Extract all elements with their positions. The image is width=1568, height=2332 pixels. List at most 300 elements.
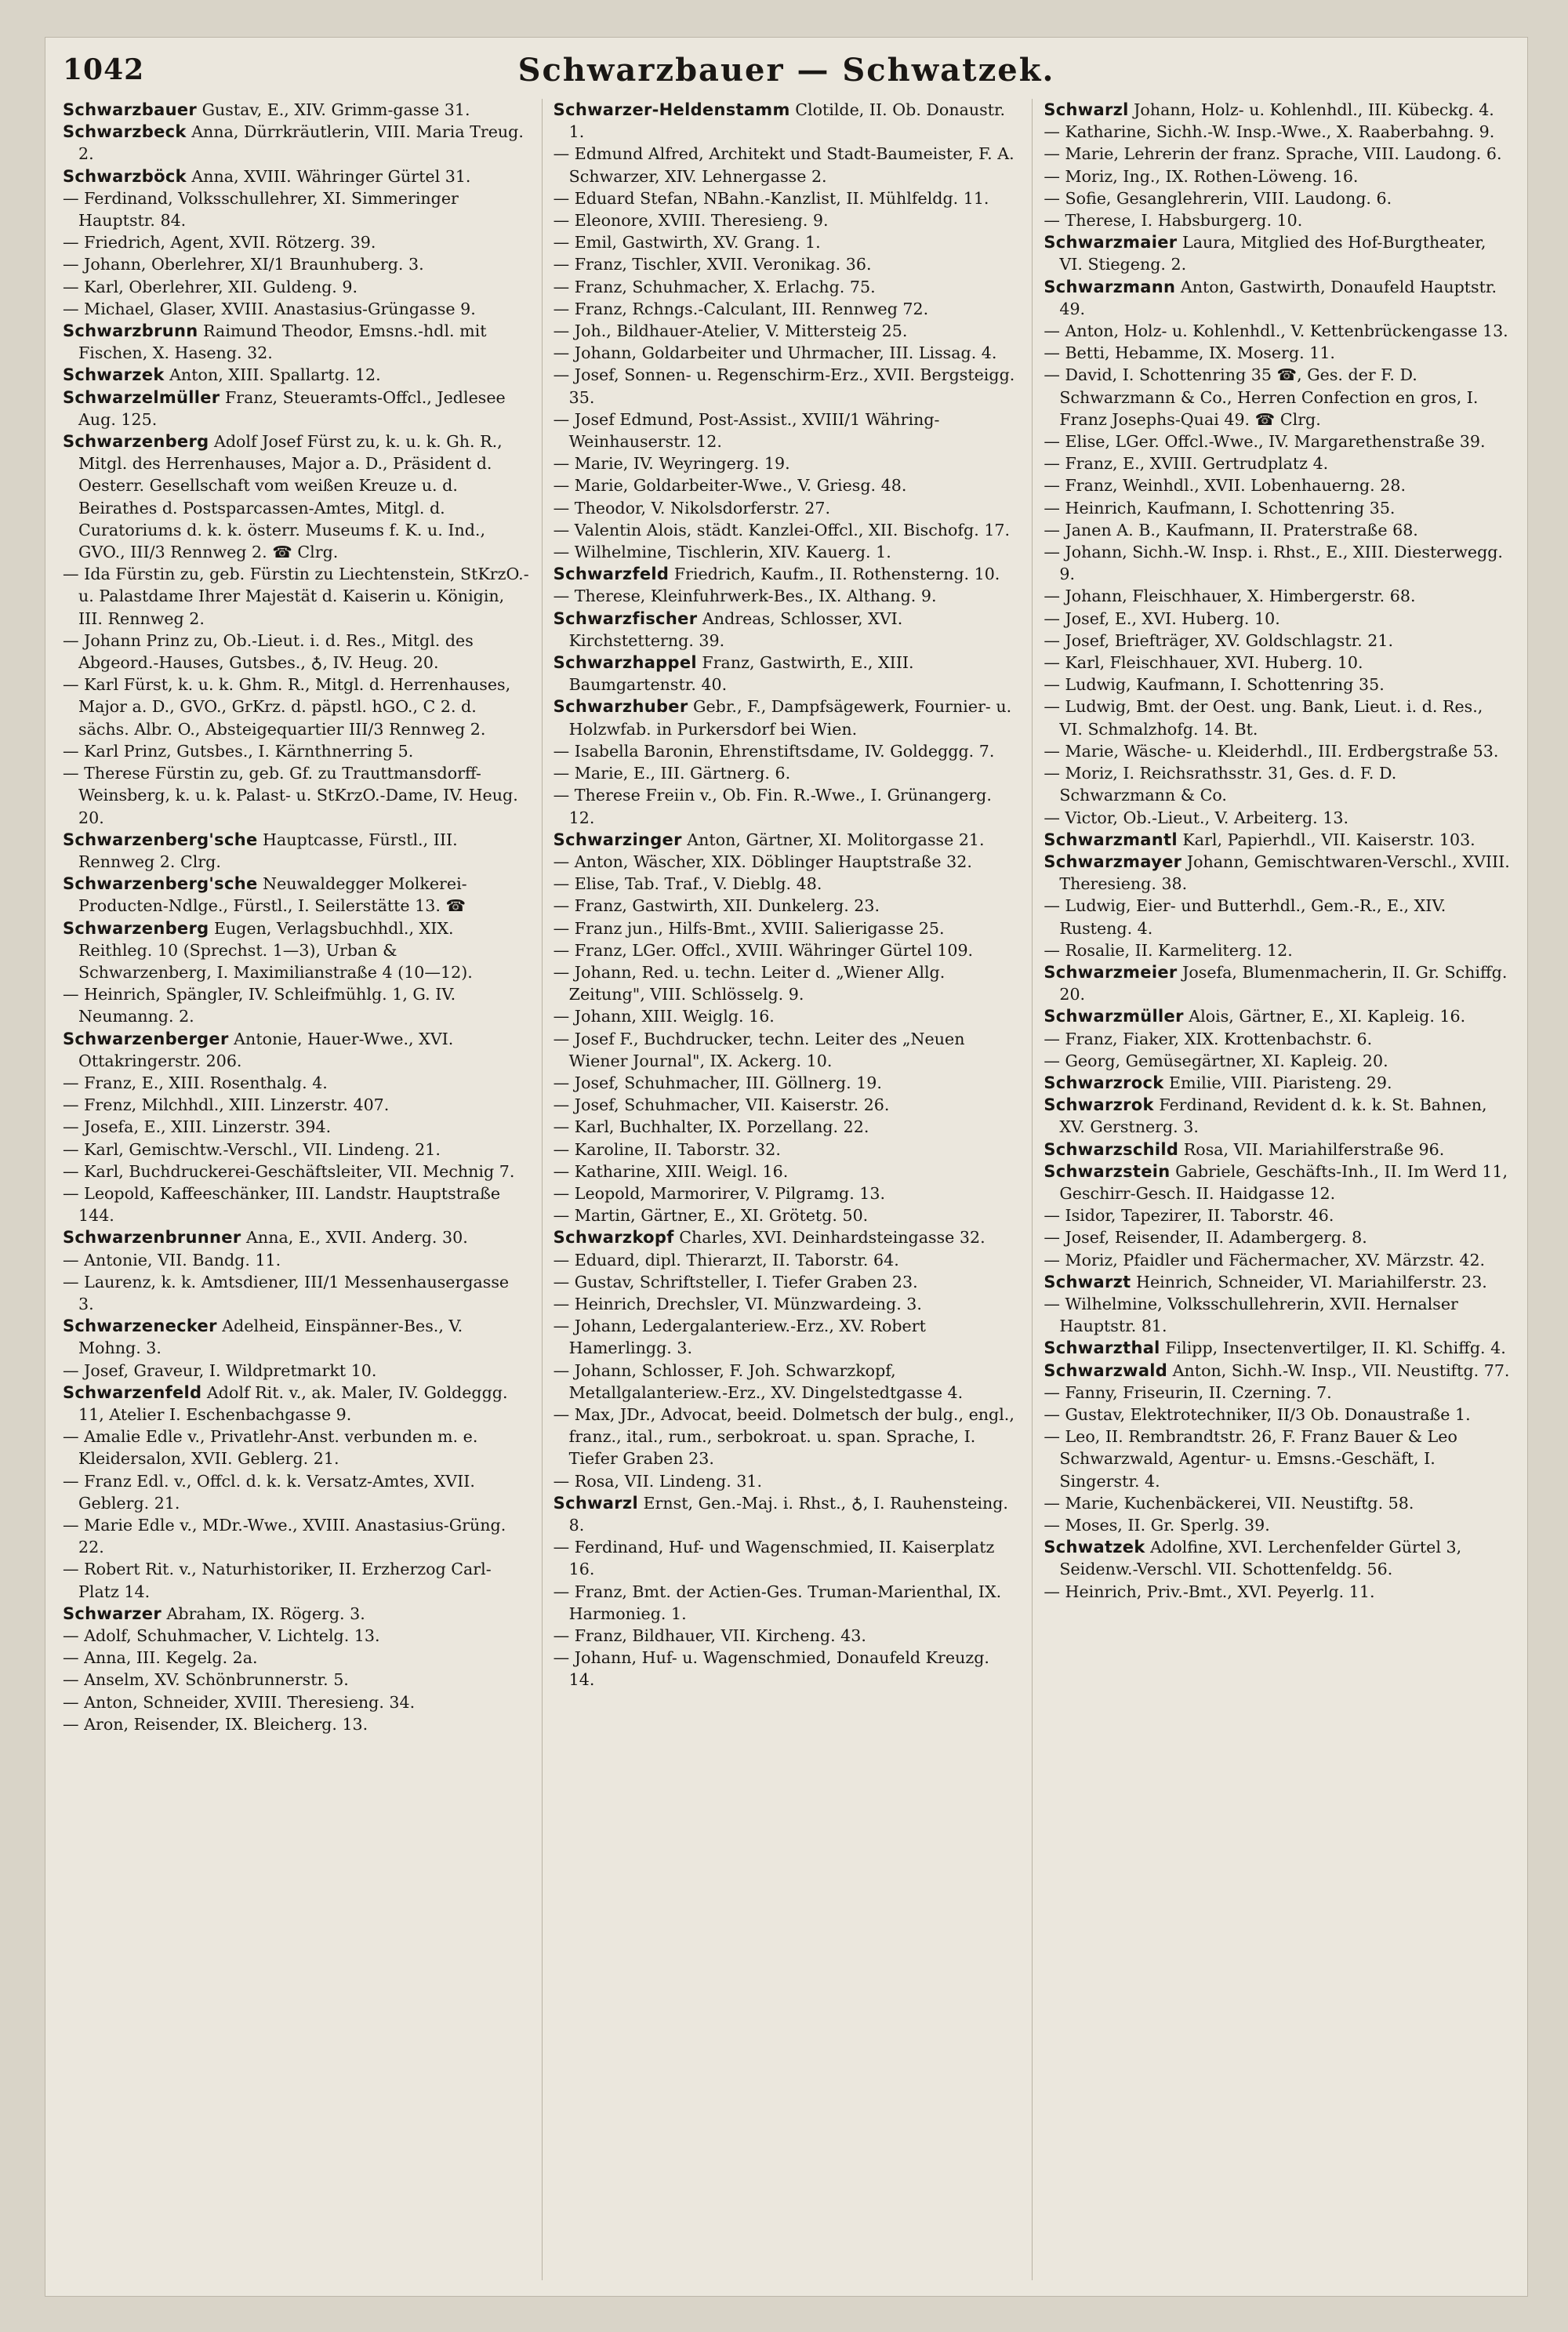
directory-entry — [554, 541, 1020, 563]
directory-entry — [63, 1647, 529, 1669]
directory-entry — [1044, 895, 1510, 939]
entry-text: — Moriz, Pfaidler und Fächermacher, XV. Märzstr. 42. — [1044, 1250, 1486, 1270]
entry-surname: Schwarzwald — [1044, 1360, 1168, 1380]
entry-surname: Schwarzmeier — [1044, 962, 1178, 982]
directory-entry — [1044, 1072, 1510, 1094]
directory-entry — [554, 873, 1020, 895]
entry-text: Anna, E., XVII. Anderg. 30. — [241, 1228, 468, 1248]
entry-text: — Therese Fürstin zu, geb. Gf. zu Trauttmansdorff-Weinsberg, k. u. k. Palast- u. StKrzO.-Dame, IV. Heug. 20. — [63, 764, 518, 827]
directory-entry — [1044, 519, 1510, 541]
entry-surname: Schwarzmayer — [1044, 852, 1182, 871]
directory-entry — [554, 497, 1020, 519]
entry-text: — Josef Edmund, Post-Assist., XVIII/1 Währing-Weinhauserstr. 12. — [553, 409, 940, 452]
directory-entry — [554, 652, 1020, 696]
page-number: 1042 — [63, 53, 145, 86]
entry-text: Anna, XVIII. Währinger Gürtel 31. — [186, 166, 471, 186]
entry-text: Emilie, VIII. Piaristeng. 29. — [1163, 1073, 1392, 1092]
entry-text: — Marie, IV. Weyringerg. 19. — [553, 454, 790, 474]
directory-entry — [63, 99, 529, 121]
entry-text: — Therese Freiin v., Ob. Fin. R.-Wwe., I. Grünangerg. 12. — [553, 786, 992, 827]
directory-entry — [554, 1116, 1020, 1138]
directory-entry — [63, 298, 529, 320]
entry-text: — Valentin Alois, städt. Kanzlei-Offcl., XII. Bischofg. 17. — [553, 520, 1011, 539]
entry-surname: Schwarzfischer — [553, 608, 698, 628]
entry-text: — Marie, Lehrerin der franz. Sprache, VIII. Laudong. 6. — [1044, 144, 1502, 164]
entry-text: — Moriz, I. Reichsrathsstr. 31, Ges. d. F. D. Schwarzmann & Co. — [1044, 764, 1397, 805]
entry-surname: Schwarzer-Heldenstamm — [553, 100, 790, 119]
entry-text: — Franz, Gastwirth, XII. Dunkelerg. 23. — [553, 896, 880, 916]
directory-entry — [554, 519, 1020, 541]
directory-entry — [1044, 1204, 1510, 1226]
directory-entry — [1044, 1360, 1510, 1382]
entry-text: Adelheid, Einspänner-Bes., V. Mohng. 3. — [78, 1317, 463, 1358]
entry-surname: Schwarzl — [1044, 100, 1129, 119]
directory-entry — [63, 1625, 529, 1647]
entry-text: — Franz, E., XIII. Rosenthalg. 4. — [63, 1073, 328, 1092]
directory-entry — [63, 917, 529, 984]
entry-text: — Johann, Red. u. techn. Leiter d. „Wiener Allg. Zeitung", VIII. Schlösselg. 9. — [553, 962, 946, 1004]
entry-text: — Franz, E., XVIII. Gertrudplatz 4. — [1044, 454, 1329, 474]
directory-entry — [63, 430, 529, 563]
entry-text: — Josefa, E., XIII. Linzerstr. 394. — [63, 1117, 332, 1137]
entry-text: — Johann, Huf- u. Wagenschmied, Donaufeld Kreuzg. 14. — [553, 1648, 989, 1690]
entry-surname: Schwarzenberg — [63, 432, 209, 452]
entry-text: — Eduard, dipl. Thierarzt, II. Taborstr. 64. — [553, 1250, 899, 1270]
column-middle — [542, 99, 1020, 2280]
directory-entry — [554, 762, 1020, 784]
entry-text: — Wilhelmine, Tischlerin, XIV. Kauerg. 1. — [553, 543, 891, 562]
directory-entry — [1044, 696, 1510, 739]
directory-entry — [1044, 1492, 1510, 1514]
entry-text: — Johann, Fleischhauer, X. Himbergerstr. 68. — [1044, 587, 1416, 606]
entry-text: Anton, XIII. Spallartg. 12. — [164, 365, 381, 385]
entry-surname: Schwarzenberg'sche — [63, 830, 258, 849]
entry-text: — Michael, Glaser, XVIII. Anastasius-Grüngasse 9. — [63, 299, 476, 318]
entry-text: — Anselm, XV. Schönbrunnerstr. 5. — [63, 1670, 349, 1690]
entry-surname: Schwarzfeld — [553, 565, 670, 584]
directory-entry — [1044, 99, 1510, 121]
directory-entry — [554, 1625, 1020, 1647]
entry-surname: Schwarzrok — [1044, 1095, 1154, 1115]
directory-entry — [63, 1382, 529, 1426]
entry-text: — Adolf, Schuhmacher, V. Lichtelg. 13. — [63, 1626, 380, 1646]
entry-text: — Antonie, VII. Bandg. 11. — [63, 1250, 281, 1270]
entry-text: Clotilde, II. Ob. Donaustr. 1. — [568, 100, 1006, 142]
directory-entry — [63, 121, 529, 165]
entry-text: Alois, Gärtner, E., XI. Kapleig. 16. — [1183, 1007, 1466, 1026]
directory-entry — [554, 320, 1020, 342]
entry-text: — Marie, Kuchenbäckerei, VII. Neustiftg. 58. — [1044, 1493, 1414, 1513]
entry-text: Hauptcasse, Fürstl., III. Rennweg 2. Clrg. — [78, 830, 458, 871]
entry-text: — Franz, Tischler, XVII. Veronikag. 36. — [553, 255, 872, 274]
entry-text: — Eleonore, XVIII. Theresieng. 9. — [553, 211, 829, 231]
directory-entry — [63, 563, 529, 630]
entry-text: — Aron, Reisender, IX. Bleicherg. 13. — [63, 1714, 368, 1734]
entry-text: — Karl, Oberlehrer, XII. Guldeng. 9. — [63, 277, 358, 296]
entry-text: — Friedrich, Agent, XVII. Rötzerg. 39. — [63, 233, 376, 252]
directory-entry — [63, 1360, 529, 1382]
entry-surname: Schwarzenberg'sche — [63, 874, 258, 894]
directory-entry — [63, 1315, 529, 1359]
entry-text: — Anton, Holz- u. Kohlenhdl., V. Kettenbrückengasse 13. — [1044, 321, 1508, 341]
directory-entry — [1044, 674, 1510, 696]
directory-entry — [1044, 430, 1510, 452]
directory-entry — [554, 1072, 1020, 1094]
entry-text: — Johann, Goldarbeiter und Uhrmacher, III. Lissag. 4. — [553, 343, 997, 363]
directory-entry — [1044, 1337, 1510, 1359]
directory-entry — [554, 474, 1020, 496]
entry-text: — Heinrich, Kaufmann, I. Schottenring 35. — [1044, 498, 1396, 518]
directory-entry — [63, 1669, 529, 1691]
directory-entry — [554, 961, 1020, 1005]
entry-text: Josefa, Blumenmacherin, II. Gr. Schiffg. 20. — [1059, 962, 1508, 1004]
entry-surname: Schwarzt — [1044, 1272, 1131, 1291]
entry-text: — Franz, Bmt. der Actien-Ges. Truman-Marienthal, IX. Harmonieg. 1. — [553, 1582, 1002, 1623]
entry-text: — Josef F., Buchdrucker, techn. Leiter des „Neuen Wiener Journal", IX. Ackerg. 10. — [553, 1029, 965, 1070]
entry-text: — Joh., Bildhauer-Atelier, V. Mittersteig 25. — [553, 321, 908, 341]
directory-entry — [554, 829, 1020, 851]
directory-entry — [63, 320, 529, 364]
entry-text: — Isabella Baronin, Ehrenstiftsdame, IV. Goldeggg. 7. — [553, 741, 995, 761]
entry-surname: Schwarzmaier — [1044, 233, 1178, 252]
entry-text: — Fanny, Friseurin, II. Czerning. 7. — [1044, 1382, 1332, 1402]
entry-surname: Schwarzkopf — [553, 1228, 674, 1248]
entry-text: — Josef, E., XVI. Huberg. 10. — [1044, 608, 1280, 628]
directory-entry — [1044, 541, 1510, 585]
entry-text: Antonie, Hauer-Wwe., XVI. Ottakringerstr. 206. — [78, 1029, 454, 1070]
column-left — [63, 99, 529, 2280]
directory-entry — [63, 630, 529, 674]
entry-text: Andreas, Schlosser, XVI. Kirchstetterng. 39. — [568, 608, 903, 650]
entry-text: — Johann, Oberlehrer, XI/1 Braunhuberg. 3. — [63, 255, 424, 274]
directory-entry — [1044, 652, 1510, 674]
directory-entry — [63, 762, 529, 829]
directory-entry — [63, 1426, 529, 1469]
directory-entry — [63, 740, 529, 762]
entry-surname: Schwarzenberg — [63, 918, 209, 938]
directory-entry — [63, 1514, 529, 1558]
entry-text: Gustav, E., XIV. Grimm-gasse 31. — [197, 100, 470, 119]
directory-entry — [63, 364, 529, 386]
entry-text: — Franz, Schuhmacher, X. Erlachg. 75. — [553, 277, 876, 296]
directory-entry — [1044, 1161, 1510, 1204]
entry-text: — Heinrich, Priv.-Bmt., XVI. Peyerlg. 11. — [1044, 1582, 1375, 1601]
entry-text: Johann, Holz- u. Kohlenhdl., III. Kübeckg. 4. — [1128, 100, 1494, 119]
entry-surname: Schwarzböck — [63, 166, 187, 186]
directory-entry — [1044, 1581, 1510, 1603]
entry-text: — Karl Prinz, Gutsbes., I. Kärnthnerring 5. — [63, 741, 414, 761]
entry-text: Charles, XVI. Deinhardsteingasse 32. — [673, 1228, 985, 1248]
entry-surname: Schwarzmantl — [1044, 830, 1178, 849]
directory-entry — [1044, 474, 1510, 496]
entry-text: — Johann, Sichh.-W. Insp. i. Rhst., E., XIII. Diesterwegg. 9. — [1044, 543, 1503, 584]
directory-entry — [554, 1581, 1020, 1625]
directory-entry — [1044, 1382, 1510, 1404]
directory-entry — [63, 1226, 529, 1248]
entry-text: Raimund Theodor, Emsns.-hdl. mit Fischen, X. Haseng. 32. — [78, 321, 487, 363]
directory-entry — [1044, 829, 1510, 851]
entry-surname: Schwarzenberger — [63, 1029, 229, 1048]
directory-entry — [1044, 1536, 1510, 1580]
directory-entry — [554, 939, 1020, 961]
directory-entry — [63, 1072, 529, 1094]
directory-entry — [554, 452, 1020, 474]
directory-entry — [1044, 452, 1510, 474]
directory-entry — [63, 1470, 529, 1514]
directory-entry — [63, 1028, 529, 1072]
entry-text: — Karl Fürst, k. u. k. Ghm. R., Mitgl. d. Herrenhauses, Major a. D., GVO., GrKrz. d. päpstl. hGO., C 2. d. sächs. Albr. O., Absteigequartier III/3 Rennweg 2. — [63, 675, 511, 739]
entry-text: — Franz, Fiaker, XIX. Krottenbachstr. 6. — [1044, 1029, 1373, 1048]
entry-surname: Schwarzinger — [553, 830, 682, 849]
entry-text: — Martin, Gärtner, E., XI. Grötetg. 50. — [553, 1206, 869, 1226]
directory-entry — [1044, 762, 1510, 806]
entry-text: Laura, Mitglied des Hof-Burgtheater, VI. Stiegeng. 2. — [1059, 233, 1486, 274]
directory-entry — [554, 1470, 1020, 1492]
directory-entry — [554, 895, 1020, 917]
directory-entry — [63, 829, 529, 873]
directory-entry — [554, 1005, 1020, 1027]
directory-entry — [1044, 608, 1510, 630]
directory-entry — [554, 409, 1020, 452]
entry-surname: Schwarzmüller — [1044, 1007, 1184, 1026]
directory-entry — [554, 851, 1020, 873]
entry-text: — Therese, Kleinfuhrwerk-Bes., IX. Althang. 9. — [553, 587, 937, 606]
entry-text: — Rosa, VII. Lindeng. 31. — [553, 1471, 763, 1491]
entry-surname: Schwarzbeck — [63, 122, 187, 142]
directory-entry — [1044, 851, 1510, 895]
entry-text: — Georg, Gemüsegärtner, XI. Kapleig. 20. — [1044, 1051, 1388, 1070]
directory-entry — [1044, 1226, 1510, 1248]
directory-entry — [554, 1536, 1020, 1580]
entry-text: — Ludwig, Eier- und Butterhdl., Gem.-R., E., XIV. Rusteng. 4. — [1044, 896, 1446, 938]
directory-entry — [63, 276, 529, 298]
directory-entry — [554, 143, 1020, 187]
directory-entry — [1044, 585, 1510, 607]
directory-entry — [554, 1647, 1020, 1691]
directory-entry — [63, 231, 529, 253]
entry-text: — Ferdinand, Volksschullehrer, XI. Simmeringer Hauptstr. 84. — [63, 188, 459, 231]
entry-surname: Schwatzek — [1044, 1538, 1145, 1557]
directory-entry — [1044, 939, 1510, 961]
entry-text: — Moses, II. Gr. Sperlg. 39. — [1044, 1516, 1270, 1535]
entry-surname: Schwarzstein — [1044, 1161, 1171, 1181]
directory-entry — [63, 253, 529, 275]
entry-text: — Anna, III. Kegelg. 2a. — [63, 1648, 258, 1668]
entry-surname: Schwarzhuber — [553, 697, 688, 717]
entry-text: — Heinrich, Spängler, IV. Schleifmühlg. 1, G. IV. Neumanng. 2. — [63, 985, 456, 1026]
directory-entry — [1044, 961, 1510, 1005]
directory-entry — [554, 784, 1020, 828]
directory-entry — [554, 187, 1020, 209]
entry-surname: Schwarzthal — [1044, 1339, 1160, 1358]
directory-entry — [554, 209, 1020, 231]
directory-entry — [1044, 231, 1510, 275]
entry-text: Eugen, Verlagsbuchhdl., XIX. Reithleg. 10 (Sprechst. 1—3), Urban & Schwarzenberg, I. Maximilianstraße 4 (10—12). — [78, 918, 473, 982]
directory-entry — [554, 1182, 1020, 1204]
entry-text: — Victor, Ob.-Lieut., V. Arbeiterg. 13. — [1044, 808, 1349, 827]
entry-surname: Schwarzer — [63, 1604, 162, 1623]
entry-text: — Franz jun., Hilfs-Bmt., XVIII. Salierigasse 25. — [553, 918, 945, 938]
entry-text: — Edmund Alfred, Architekt und Stadt-Baumeister, F. A. Schwarzer, XIV. Lehnergasse 2. — [553, 144, 1014, 186]
directory-entry — [554, 276, 1020, 298]
entry-text: Gabriele, Geschäfts-Inh., II. Im Werd 11, Geschirr-Gesch. II. Haidgasse 12. — [1059, 1161, 1508, 1203]
entry-text: Anna, Dürrkräutlerin, VIII. Maria Treug. 2. — [78, 122, 524, 164]
entry-text: — Johann, Schlosser, F. Joh. Schwarzkopf, Metallgalanteriew.-Erz., XV. Dingelstedtgasse 4. — [553, 1360, 964, 1402]
directory-entry — [1044, 1514, 1510, 1536]
entry-text: — Franz, Bildhauer, VII. Kircheng. 43. — [553, 1626, 866, 1646]
directory-entry — [554, 563, 1020, 585]
directory-entry — [63, 1139, 529, 1161]
entry-text: — Theodor, V. Nikolsdorferstr. 27. — [553, 498, 831, 518]
directory-entry — [554, 1139, 1020, 1161]
directory-page — [45, 38, 1527, 2296]
entry-text: — Moriz, Ing., IX. Rothen-Löweng. 16. — [1044, 166, 1359, 186]
entry-text: — Marie, Goldarbeiter-Wwe., V. Griesg. 48. — [553, 476, 907, 496]
entry-text: Anton, Gastwirth, Donaufeld Hauptstr. 49. — [1059, 277, 1497, 318]
entry-text: Adolfine, XVI. Lerchenfelder Gürtel 3, Seidenw.-Verschl. VII. Schottenfeldg. 56. — [1059, 1538, 1462, 1579]
directory-entry — [1044, 165, 1510, 187]
directory-entry — [63, 1713, 529, 1735]
entry-text: — Johann, Ledergalanteriew.-Erz., XV. Robert Hamerlingg. 3. — [553, 1317, 926, 1358]
entry-text: — Karoline, II. Taborstr. 32. — [553, 1139, 781, 1159]
directory-entry — [1044, 209, 1510, 231]
directory-entry — [554, 1204, 1020, 1226]
entry-text: Franz, Gastwirth, E., XIII. Baumgartenstr. 40. — [568, 653, 914, 695]
directory-entry — [63, 187, 529, 231]
entry-text: — Ludwig, Bmt. der Oest. ung. Bank, Lieut. i. d. Res., VI. Schmalzhofg. 14. Bt. — [1044, 697, 1483, 739]
directory-entry — [63, 873, 529, 917]
directory-entry — [554, 99, 1020, 143]
entry-surname: Schwarzhappel — [553, 653, 697, 673]
directory-columns — [63, 99, 1510, 2280]
directory-entry — [63, 1249, 529, 1271]
entry-text: Karl, Papierhdl., VII. Kaiserstr. 103. — [1177, 830, 1475, 849]
directory-entry — [63, 1271, 529, 1315]
entry-text: — Anton, Schneider, XVIII. Theresieng. 34. — [63, 1692, 416, 1712]
directory-entry — [554, 253, 1020, 275]
directory-entry — [1044, 121, 1510, 143]
entry-surname: Schwarzbrunn — [63, 321, 198, 341]
entry-text: — Katharine, Sichh.-W. Insp.-Wwe., X. Raaberbahng. 9. — [1044, 122, 1495, 142]
entry-text: — Gustav, Schriftsteller, I. Tiefer Graben 23. — [553, 1272, 918, 1291]
entry-text: — Laurenz, k. k. Amtsdiener, III/1 Messenhausergasse 3. — [63, 1272, 510, 1313]
directory-entry — [63, 1558, 529, 1602]
entry-text: Anton, Gärtner, XI. Molitorgasse 21. — [681, 830, 985, 849]
entry-text: — Josef, Schuhmacher, VII. Kaiserstr. 26. — [553, 1095, 890, 1115]
column-right — [1032, 99, 1510, 2280]
entry-text: — Franz, Rchngs.-Calculant, III. Rennweg 72. — [553, 299, 929, 318]
directory-entry — [63, 1094, 529, 1116]
directory-entry — [1044, 1139, 1510, 1161]
directory-entry — [1044, 740, 1510, 762]
directory-entry — [63, 387, 529, 430]
entry-text: — Josef, Graveur, I. Wildpretmarkt 10. — [63, 1360, 377, 1380]
directory-entry — [1044, 497, 1510, 519]
entry-text: Rosa, VII. Mariahilferstraße 96. — [1178, 1139, 1445, 1159]
directory-entry — [1044, 187, 1510, 209]
directory-entry — [1044, 1050, 1510, 1072]
entry-surname: Schwarzbauer — [63, 100, 198, 119]
entry-text: — Leo, II. Rembrandtstr. 26, F. Franz Bauer & Leo Schwarzwald, Agentur- u. Emsns.-Geschäft, I. Singerstr. 4. — [1044, 1427, 1457, 1491]
directory-entry — [554, 1315, 1020, 1359]
directory-entry — [1044, 143, 1510, 165]
directory-entry — [554, 1271, 1020, 1293]
directory-entry — [63, 1116, 529, 1138]
entry-text: — Josef, Reisender, II. Adambergerg. 8. — [1044, 1228, 1367, 1248]
entry-text: — Franz, Weinhdl., XVII. Lobenhauerng. 28. — [1044, 476, 1406, 496]
page-header — [63, 45, 1510, 93]
entry-surname: Schwarzl — [553, 1493, 638, 1513]
entry-text: — Robert Rit. v., Naturhistoriker, II. Erzherzog Carl-Platz 14. — [63, 1560, 492, 1601]
directory-entry — [1044, 630, 1510, 652]
directory-entry — [554, 1492, 1020, 1536]
entry-text: — Elise, Tab. Traf., V. Dieblg. 48. — [553, 874, 822, 894]
entry-text: — Amalie Edle v., Privatlehr-Anst. verbunden m. e. Kleidersalon, XVII. Geblerg. 21. — [63, 1427, 478, 1469]
entry-surname: Schwarzmann — [1044, 277, 1176, 296]
directory-entry — [1044, 1094, 1510, 1138]
entry-text: — Heinrich, Drechsler, VI. Münzwardeing. 3. — [553, 1294, 922, 1313]
entry-text: — Franz Edl. v., Offcl. d. k. k. Versatz-Amtes, XVII. Geblerg. 21. — [63, 1471, 475, 1513]
directory-entry — [554, 1404, 1020, 1470]
directory-entry — [1044, 1426, 1510, 1492]
directory-entry — [554, 1360, 1020, 1404]
entry-text: — Johann, XIII. Weiglg. 16. — [553, 1007, 775, 1026]
entry-text: — Frenz, Milchhdl., XIII. Linzerstr. 407. — [63, 1095, 390, 1115]
entry-text: — Josef, Sonnen- u. Regenschirm-Erz., XVII. Bergsteigg. 35. — [553, 365, 1015, 407]
entry-text: Filipp, Insectenvertilger, II. Kl. Schiffg. 4. — [1160, 1339, 1506, 1358]
entry-text: Adolf Josef Fürst zu, k. u. k. Gh. R., Mitgl. des Herrenhauses, Major a. D., Präsident d. Oesterr. Gesellschaft vom weißen Kreuze u. d. Beirathes d. Postsparcassen-Amtes, Mitgl. d. Curatoriums d. k. k. österr. Museums f. K. u. Ind., GVO., III/3 Rennweg 2. ☎ Clrg. — [78, 432, 503, 562]
directory-entry — [554, 1028, 1020, 1072]
entry-surname: Schwarzrock — [1044, 1073, 1164, 1092]
entry-text: — Emil, Gastwirth, XV. Grang. 1. — [553, 233, 821, 252]
directory-entry — [554, 364, 1020, 408]
entry-text: — Franz, LGer. Offcl., XVIII. Währinger Gürtel 109. — [553, 940, 974, 960]
directory-entry — [1044, 1249, 1510, 1271]
entry-text: Heinrich, Schneider, VI. Mariahilferstr. 23. — [1131, 1272, 1487, 1291]
entry-text: — Rosalie, II. Karmeliterg. 12. — [1044, 940, 1293, 960]
directory-entry — [554, 298, 1020, 320]
entry-text: — Karl, Gemischtw.-Verschl., VII. Lindeng. 21. — [63, 1139, 441, 1159]
directory-entry — [63, 1161, 529, 1182]
entry-text: — Ida Fürstin zu, geb. Fürstin zu Liechtenstein, StKrzO.- u. Palastdame Ihrer Majestät d. Kaiserin u. Königin, III. Rennweg 2. — [63, 565, 529, 628]
entry-text: Neuwaldegger Molkerei-Producten-Ndlge., Fürstl., I. Seilerstätte 13. ☎ — [78, 874, 467, 916]
directory-entry — [63, 674, 529, 740]
directory-entry — [554, 1226, 1020, 1248]
entry-text: — Anton, Wäscher, XIX. Döblinger Hauptstraße 32. — [553, 852, 972, 871]
entry-text: — Marie, Wäsche- u. Kleiderhdl., III. Erdbergstraße 53. — [1044, 741, 1499, 761]
entry-text: — Marie, E., III. Gärtnerg. 6. — [553, 764, 791, 783]
entry-surname: Schwarzenfeld — [63, 1382, 202, 1402]
entry-surname: Schwarzenbrunner — [63, 1228, 241, 1248]
entry-text: — Johann Prinz zu, Ob.-Lieut. i. d. Res., Mitgl. des Abgeord.-Hauses, Gutsbes., ♁, IV. Heug. 20. — [63, 630, 474, 673]
directory-entry — [1044, 364, 1510, 430]
directory-entry — [1044, 1271, 1510, 1293]
entry-text: — Karl, Buchdruckerei-Geschäftsleiter, VII. Mechnig 7. — [63, 1161, 515, 1181]
directory-entry — [63, 1691, 529, 1713]
entry-surname: Schwarzenecker — [63, 1317, 217, 1336]
directory-entry — [1044, 320, 1510, 342]
entry-text: — Gustav, Elektrotechniker, II/3 Ob. Donaustraße 1. — [1044, 1404, 1471, 1424]
entry-text: — Leopold, Kaffeeschänker, III. Landstr. Hauptstraße 144. — [63, 1183, 501, 1226]
entry-text: — Therese, I. Habsburgerg. 10. — [1044, 211, 1303, 231]
entry-text: Ernst, Gen.-Maj. i. Rhst., ♁, I. Rauhensteing. 8. — [568, 1493, 1008, 1535]
entry-text: — Ferdinand, Huf- und Wagenschmied, II. Kaiserplatz 16. — [553, 1538, 995, 1579]
entry-text: — Max, JDr., Advocat, beeid. Dolmetsch der bulg., engl., franz., ital., rum., serbokroat. u. span. Sprache, I. Tiefer Graben 23. — [553, 1404, 1014, 1469]
entry-text: Franz, Steueramts-Offcl., Jedlesee Aug. 125. — [78, 387, 506, 429]
entry-text: — Elise, LGer. Offcl.-Wwe., IV. Margarethenstraße 39. — [1044, 432, 1486, 452]
directory-entry — [1044, 1005, 1510, 1027]
directory-entry — [554, 740, 1020, 762]
